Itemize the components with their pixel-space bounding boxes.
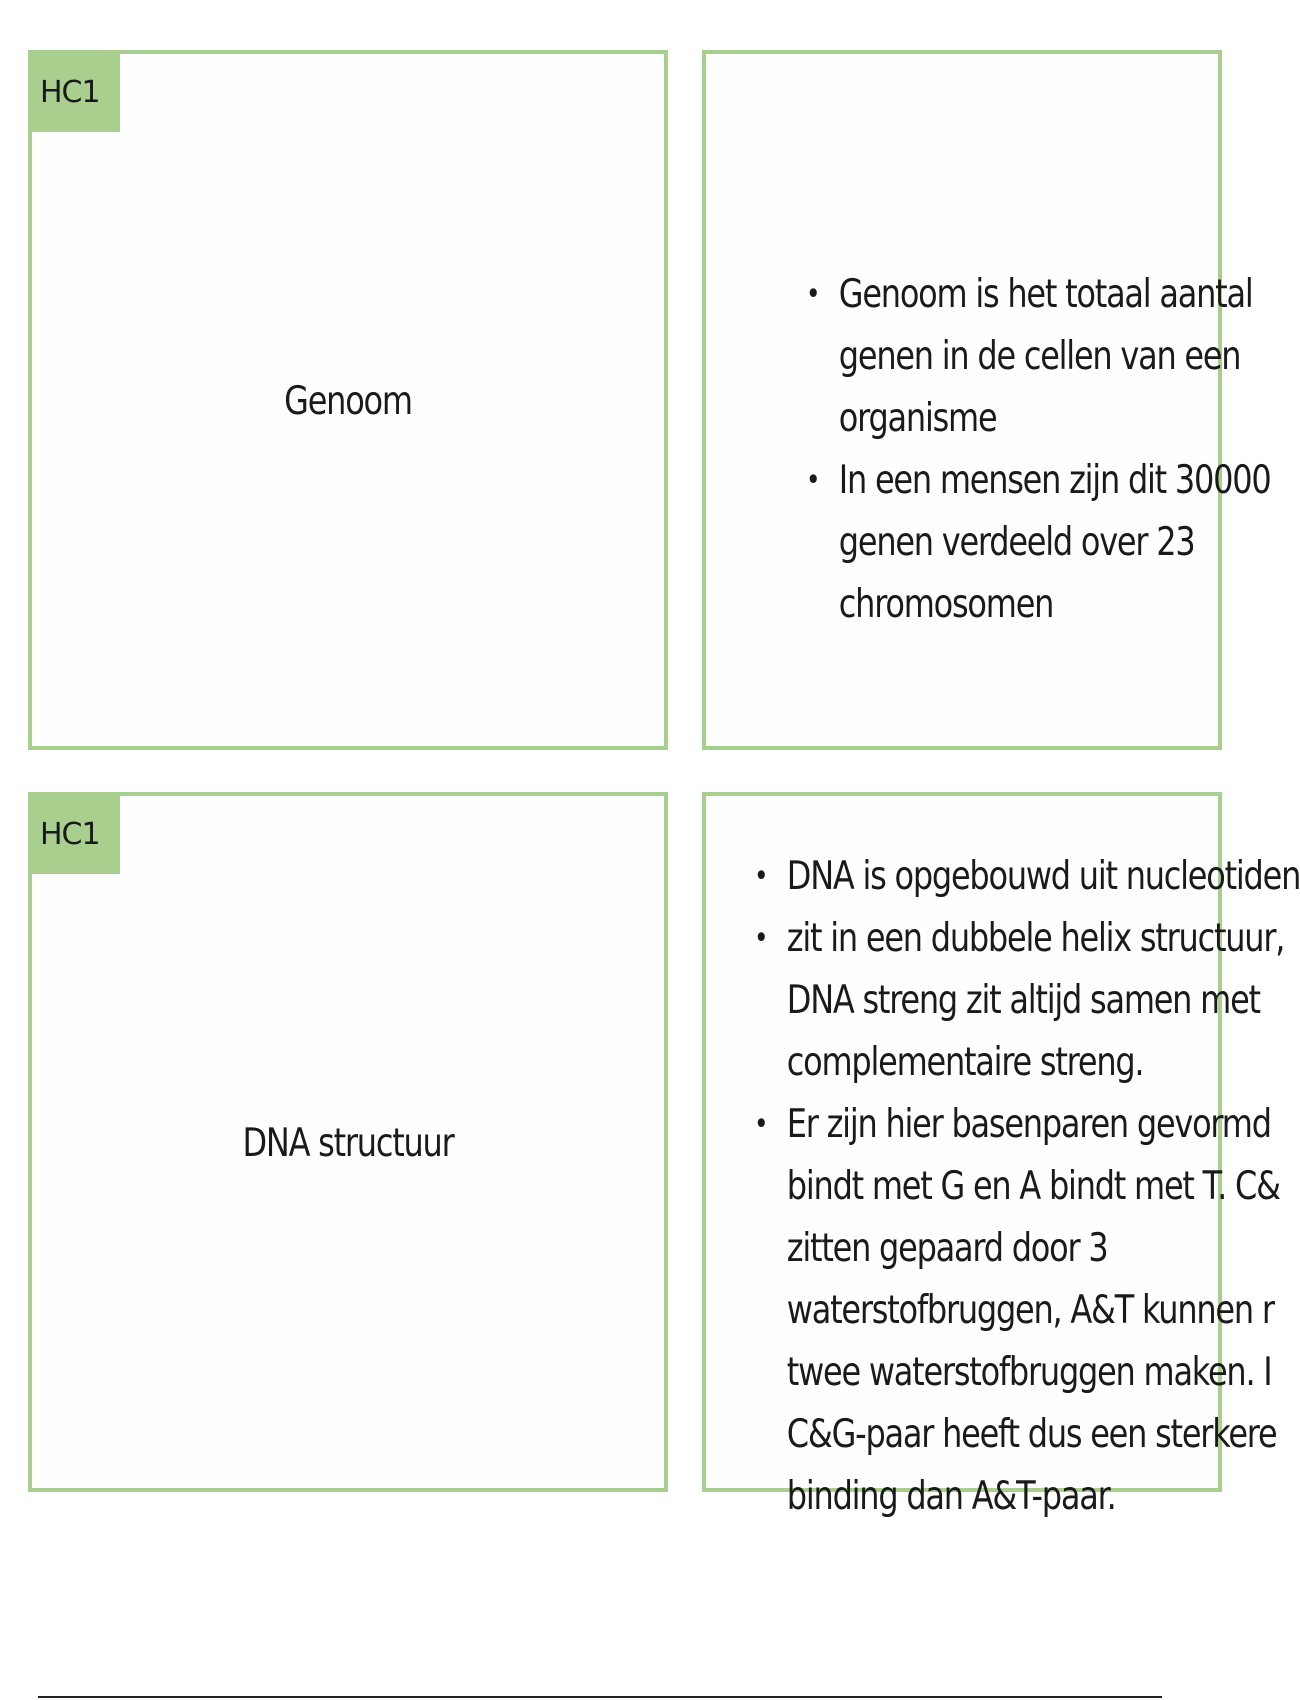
flashcard-definition-2[interactable] [702,792,1300,1519]
chapter-tag: HC1 [32,796,120,874]
definition-list [754,846,1300,1528]
definition-item: • zit in een dubbele helix structuur, DNA streng zit altijd samen met complementaire streng. [754,908,1300,1094]
flashcard-term-1[interactable] [28,50,668,750]
term-text: DNA structuur [242,1121,454,1166]
chapter-tag: HC1 [32,54,120,132]
definition-item: • Er zijn hier basenparen gevormd bindt met G en A bindt met T. C& zitten gepaard door 3 waterstofbruggen, A&T kunnen r twee waterstofbruggen maken. I C&G-paar heeft dus een sterkere binding dan A&T-paar. [754,1094,1300,1528]
definition-list [806,264,1270,636]
definition-item: • Genoom is het totaal aantal genen in de cellen van een organisme [806,264,1270,450]
definition-item: • In een mensen zijn dit 30000 genen verdeeld over 23 chromosomen [806,450,1270,636]
term-text: Genoom [284,379,412,424]
flashcard-definition-1[interactable] [702,50,1271,750]
flashcard-term-2[interactable] [28,792,668,1492]
definition-item: • DNA is opgebouwd uit nucleotiden [754,846,1300,908]
footer-rule [38,1696,1162,1698]
